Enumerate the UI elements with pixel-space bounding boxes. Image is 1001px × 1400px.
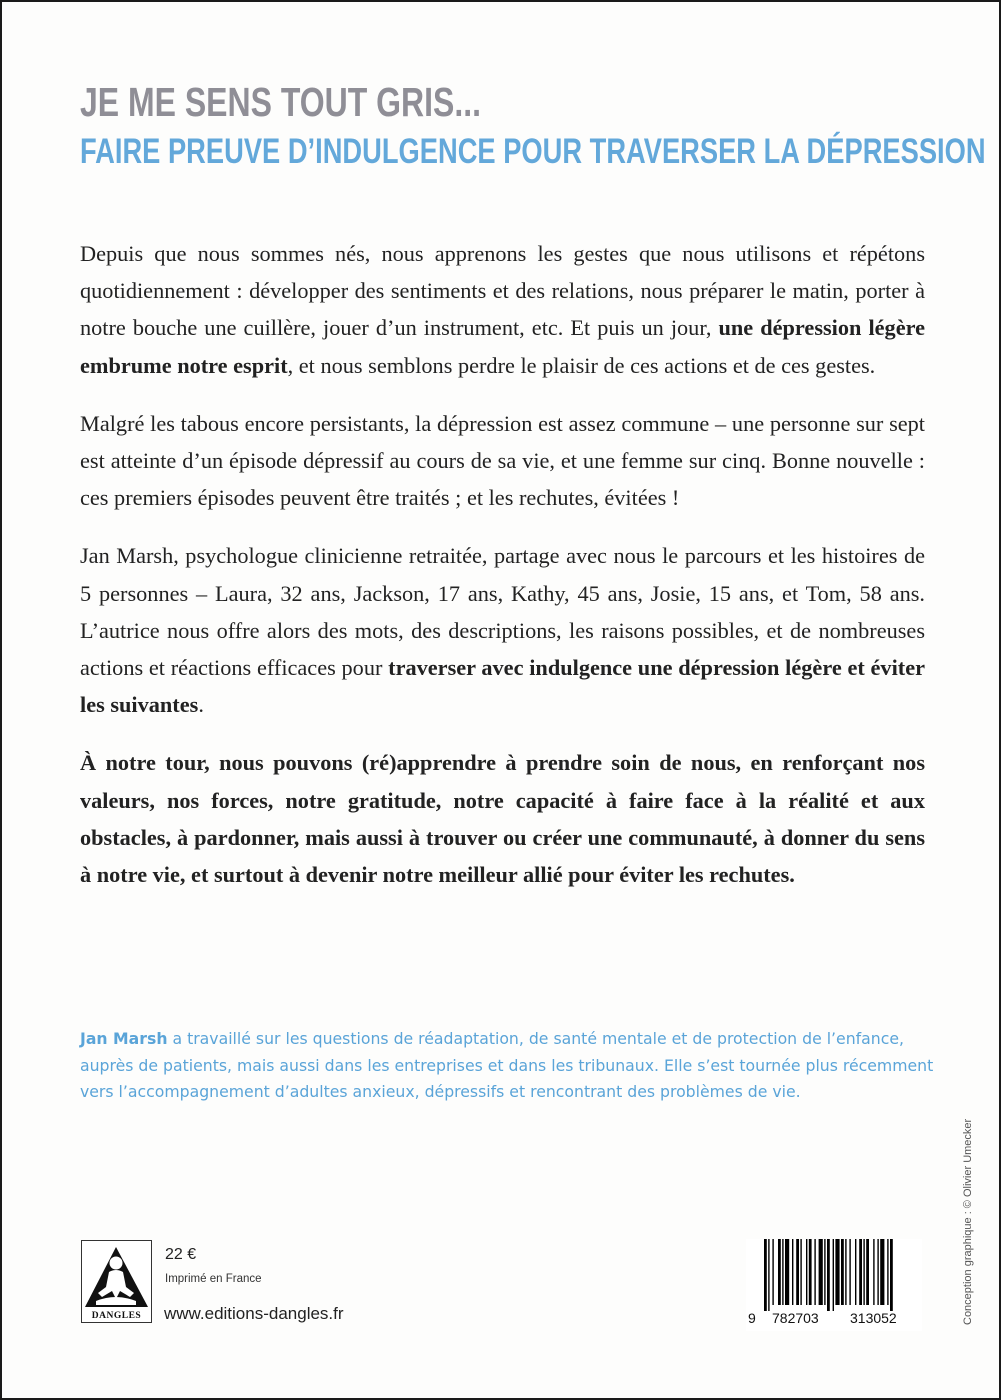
barcode-bars <box>746 1239 922 1311</box>
book-subtitle: FAIRE PREUVE D’INDULGENCE POUR TRAVERSER LA DÉPRESSION <box>80 132 986 171</box>
author-bio-text: a travaillé sur les questions de réadaptation, de santé mentale et de protection de l’enfance, auprès de patients, mais aussi dans les entreprises et dans les tribunaux. Elle s’est tournée plus récemment vers l’accompagnement d’adultes anxieux, dépressifs et rencontrant des problèmes de vie. <box>80 1029 934 1101</box>
barcode-bar <box>782 1239 783 1305</box>
barcode-bar <box>806 1239 807 1305</box>
book-title: JE ME SENS TOUT GRIS... <box>80 79 482 125</box>
barcode-bar <box>824 1239 825 1305</box>
barcode-bar <box>890 1239 893 1311</box>
publisher-logo <box>81 1240 152 1323</box>
barcode-bar <box>809 1239 812 1305</box>
price: 22 € <box>165 1246 197 1263</box>
barcode-bar <box>768 1239 769 1311</box>
publisher-website: www.editions-dangles.fr <box>164 1304 344 1323</box>
barcode-bar <box>785 1239 789 1305</box>
barcode-bar <box>800 1239 801 1305</box>
design-credit: Conception graphique : © Olivier Umecker <box>962 1118 974 1325</box>
barcode-bar <box>845 1239 846 1305</box>
isbn-barcode <box>746 1239 922 1331</box>
barcode-bar <box>792 1239 793 1305</box>
barcode-bar <box>849 1239 850 1305</box>
blurb-paragraph-4: À notre tour, nous pouvons (ré)apprendre à prendre soin de nous, en renforçant nos valeurs, nos forces, notre gratitude, notre capacité à faire face à la réalité et aux obstacles, à pardonner, mais aussi à trouver ou créer une communauté, à donner du sens à notre vie, et surtout à devenir notre meilleur allié pour éviter les rechutes. <box>80 750 925 888</box>
barcode-bar <box>819 1239 823 1305</box>
meditating-figure-icon <box>82 1241 151 1311</box>
isbn-digit-prefix: 9 <box>748 1310 756 1326</box>
barcode-bar <box>855 1239 856 1305</box>
barcode-bar <box>877 1239 878 1305</box>
blurb <box>80 235 925 914</box>
barcode-bar <box>796 1239 799 1305</box>
barcode-bar <box>764 1239 767 1311</box>
barcode-bar <box>772 1239 773 1305</box>
barcode-bar <box>778 1239 781 1305</box>
barcode-bar <box>833 1239 834 1311</box>
author-name: Jan Marsh <box>80 1029 168 1048</box>
barcode-bar <box>880 1239 884 1305</box>
barcode-bar <box>887 1239 888 1305</box>
barcode-bar <box>827 1239 830 1311</box>
printed-in: Imprimé en France <box>165 1273 262 1285</box>
barcode-bar <box>859 1239 862 1305</box>
barcode-bar <box>841 1239 844 1305</box>
barcode-bar <box>863 1239 864 1305</box>
isbn-digit-group-1: 782703 <box>772 1310 819 1326</box>
barcode-bar <box>835 1239 839 1305</box>
isbn-digit-group-2: 313052 <box>850 1310 897 1326</box>
barcode-bar <box>866 1239 869 1305</box>
blurb-emphasis-2: traverser avec indulgence une dépression légère et éviter les suivantes <box>80 655 925 718</box>
author-bio <box>80 1026 940 1106</box>
blurb-paragraph-3: Jan Marsh, psychologue clinicienne retraitée, partage avec nous le parcours et les histoires de 5 personnes – Laura, 32 ans, Jackson, 17 ans, Kathy, 45 ans, Josie, 15 ans, et Tom, 58 ans. L’autrice nous offre alors des mots, des descriptions, les raisons possibles, et de nombreuses actions et réactions efficaces pour traverser avec indulgence une dépression légère et éviter les suivantes. <box>80 543 925 718</box>
blurb-emphasis-1: une dépression légère embrume notre esprit <box>80 315 925 378</box>
barcode-bar <box>814 1239 815 1305</box>
logo-wordmark: DANGLES <box>91 1311 142 1321</box>
barcode-bar <box>873 1239 874 1305</box>
blurb-paragraph-1: Depuis que nous sommes nés, nous apprenons les gestes que nous utilisons et répétons quotidiennement : développer des sentiments et des relations, nous préparer le matin, porter à notre bouche une cuillère, jouer d’un instrument, etc. Et puis un jour, une dépression légère embrume notre esprit, et nous semblons perdre le plaisir de ces actions et de ces gestes. <box>80 241 925 378</box>
blurb-paragraph-2: Malgré les tabous encore persistants, la dépression est assez commune – une personne sur sept est atteinte d’un épisode dépressif au cours de sa vie, et une femme sur cinq. Bonne nouvelle : ces premiers épisodes peuvent être traités ; et les rechutes, évitées ! <box>80 410 925 511</box>
